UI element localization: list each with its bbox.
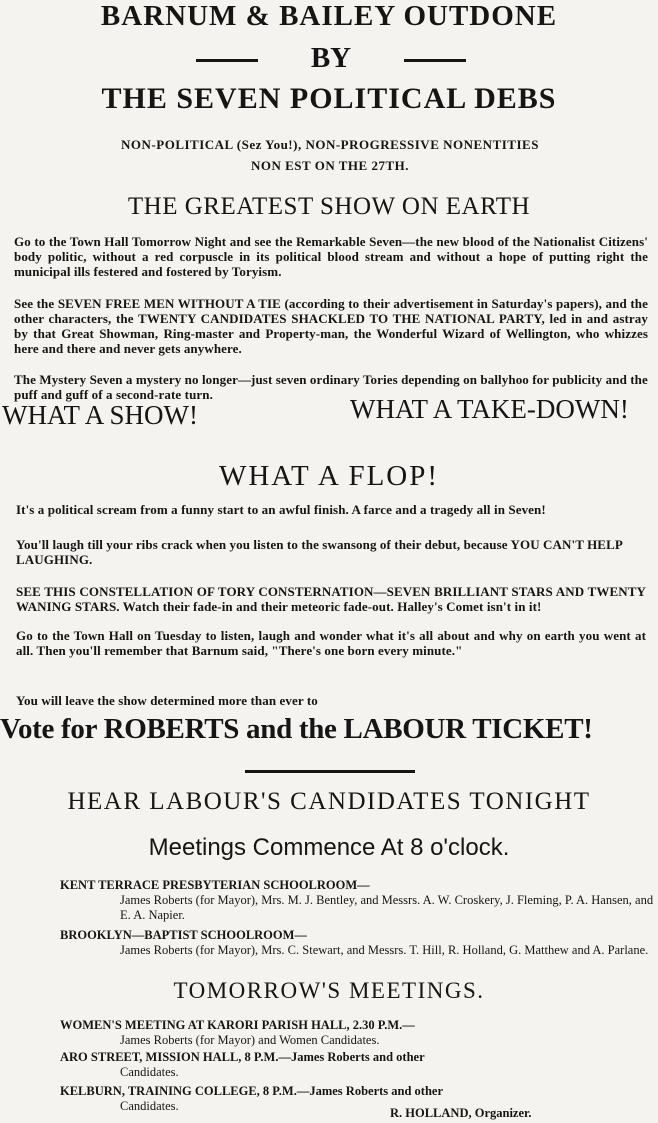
meeting-place: KENT TERRACE PRESBYTERIAN SCHOOLROOM— (60, 878, 370, 892)
meeting-kelburn (60, 1084, 658, 1114)
subhead-1: NON-POLITICAL (Sez You!), NON-PROGRESSIVE NONENTITIES (121, 137, 539, 152)
meeting-speakers: Candidates. (120, 1065, 179, 1079)
meeting-speakers: James Roberts (for Mayor), Mrs. C. Stewart, and Messrs. T. Hill, R. Holland, G. Matthew and A. Parlane. (120, 943, 649, 957)
meeting-place: WOMEN'S MEETING AT KARORI PARISH HALL, 2.30 P.M.— (60, 1018, 415, 1032)
paragraph-seven-free-men: See the SEVEN FREE MEN WITHOUT A TIE (according to their advertisement in Saturday's papers), and the other characters, the TWENTY CANDIDATES SHACKLED TO THE NATIONAL PARTY, led in and astray by that Great Showman, Ring-master and Property-man, the Wonderful Wizard of Wellington, who whizzes here and there and never gets anywhere. (14, 296, 648, 356)
meeting-speakers: James Roberts (for Mayor), Mrs. M. J. Bentley, and Messrs. A. W. Croskery, J. Fleming, P. A. Hansen, and E. A. Napier. (120, 893, 654, 922)
paragraph-remarkable-seven: Go to the Town Hall Tomorrow Night and see the Remarkable Seven—the new blood of the Nationalist Citizens' body politic, without a red corpuscle in its political blood stream and without a hope of putting right the municipal ills festered and fostered by Toryism. (14, 234, 648, 279)
meetings-commence: Meetings Commence At 8 o'clock. (148, 834, 510, 861)
vote-slogan: Vote for ROBERTS and the LABOUR TICKET! (0, 713, 593, 745)
paragraph-leave-the-show: You will leave the show determined more than ever to (16, 693, 318, 708)
by-word: BY (310, 42, 352, 74)
meeting-aro-street (60, 1050, 658, 1080)
by-line (196, 42, 466, 72)
paragraph-political-scream: It's a political scream from a funny start to an awful finish. A farce and a tragedy all in Seven! (16, 502, 546, 517)
subhead-2: NON EST ON THE 27TH. (251, 158, 409, 173)
headline-barnum: BARNUM & BAILEY OUTDONE (100, 0, 558, 32)
paragraph-mystery-seven: The Mystery Seven a mystery no longer—just seven ordinary Tories depending on ballyhoo for publicity and the puff and guff of a second-rate turn. (14, 372, 648, 402)
section-divider (245, 770, 415, 773)
what-a-take-down: WHAT A TAKE-DOWN! (350, 394, 629, 424)
meeting-brooklyn (60, 928, 658, 958)
rule-right (404, 59, 466, 62)
meeting-karori (60, 1018, 658, 1048)
paragraph-town-hall-tuesday: Go to the Town Hall on Tuesday to listen, laugh and wonder what it's all about and why on earth you went at all. Then you'll remember that Barnum said, "There's one born every minute." (16, 628, 646, 658)
paragraph-constellation: SEE THIS CONSTELLATION OF TORY CONSTERNATION—SEVEN BRILLIANT STARS AND TWENTY WANING STARS. Watch their fade-in and their meteoric fade-out. Halley's Comet isn't in it! (16, 584, 646, 614)
meeting-place: KELBURN, TRAINING COLLEGE, 8 P.M.—James Roberts and other (60, 1084, 444, 1098)
meeting-place: ARO STREET, MISSION HALL, 8 P.M.—James Roberts and other (60, 1050, 425, 1064)
what-a-show: WHAT A SHOW! (2, 400, 199, 430)
paragraph-laugh: You'll laugh till your ribs crack when you listen to the swansong of their debut, because YOU CAN'T HELP LAUGHING. (16, 537, 623, 567)
organizer-signature: R. HOLLAND, Organizer. (390, 1106, 532, 1120)
meeting-place: BROOKLYN—BAPTIST SCHOOLROOM— (60, 928, 307, 942)
meeting-speakers: James Roberts (for Mayor) and Women Candidates. (120, 1033, 380, 1047)
section-title-tomorrow: TOMORROW'S MEETINGS. (173, 978, 485, 1003)
section-title-greatest-show: THE GREATEST SHOW ON EARTH (127, 193, 531, 220)
section-title-tonight: HEAR LABOUR'S CANDIDATES TONIGHT (67, 788, 591, 815)
meeting-kent-terrace (60, 878, 658, 923)
headline-seven-debs: THE SEVEN POLITICAL DEBS (101, 82, 557, 115)
meeting-speakers: Candidates. (120, 1099, 179, 1113)
what-a-flop: WHAT A FLOP! (218, 460, 440, 492)
